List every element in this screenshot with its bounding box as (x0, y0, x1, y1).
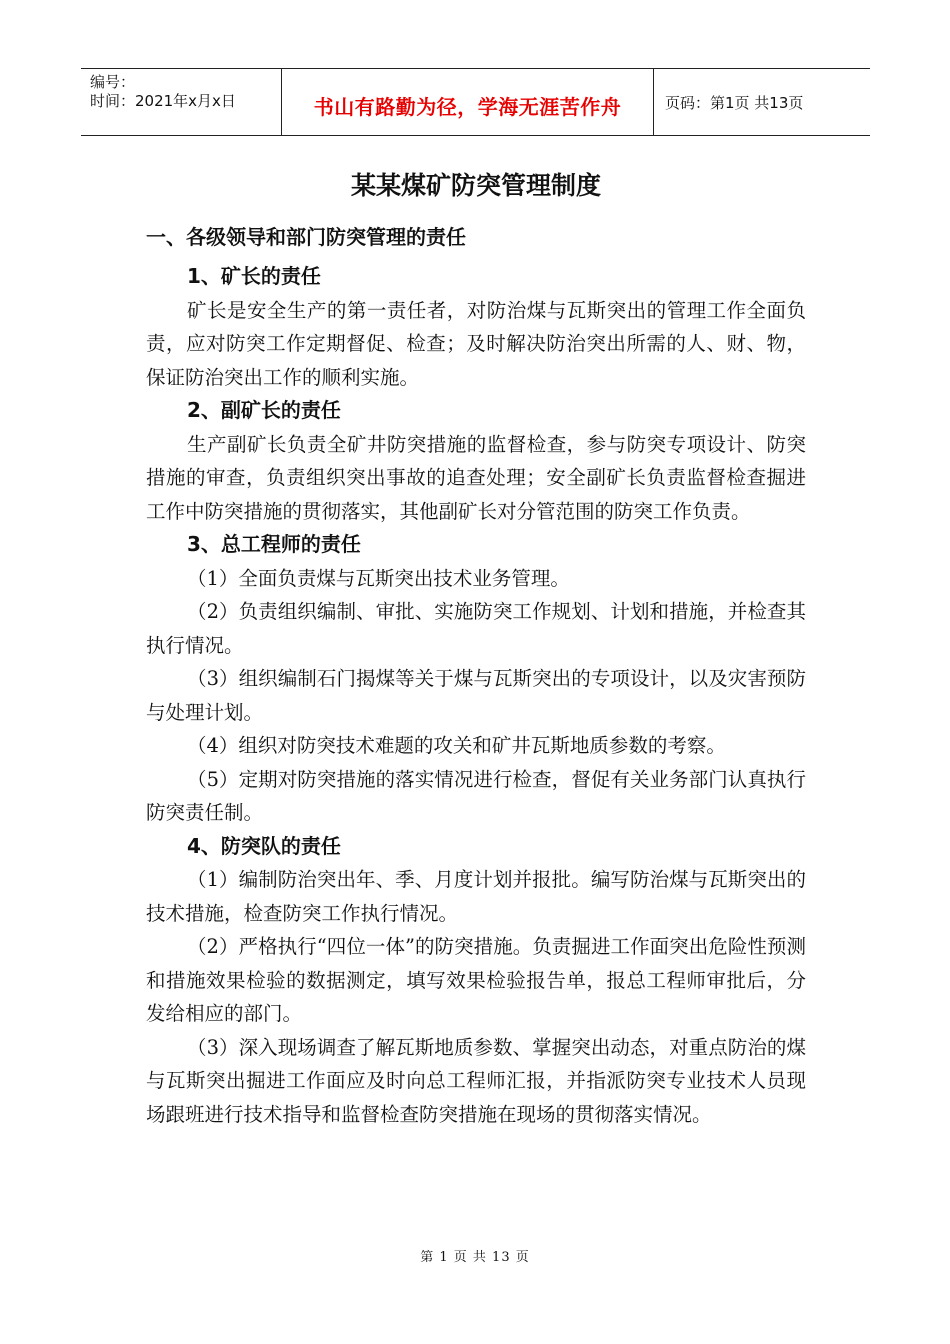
document-title: 某某煤矿防突管理制度 (350, 171, 601, 200)
subsection-mine-director (146, 260, 806, 394)
header-meta-cell (81, 69, 282, 135)
paragraph: （3）深入现场调查了解瓦斯地质参数、掌握突出动态，对重点防治的煤与瓦斯突出掘进工作面应及时向总工程师汇报，并指派防突专业技术人员现场跟班进行技术指导和监督检查防突措施在现场的贯彻落实情况。 (146, 1035, 806, 1126)
paragraph: （1）编制防治突出年、季、月度计划并报批。编写防治煤与瓦斯突出的技术措施，检查防突工作执行情况。 (146, 868, 806, 925)
paragraph: （1）全面负责煤与瓦斯突出技术业务管理。 (187, 566, 570, 590)
subsection-heading: 4、防突队的责任 (187, 833, 341, 858)
serial-number-label: 编号： (90, 73, 136, 91)
paragraph: （5）定期对防突措施的落实情况进行检查，督促有关业务部门认真执行防突责任制。 (146, 767, 806, 824)
section-heading: 一、各级领导和部门防突管理的责任 (146, 225, 466, 249)
paragraph: （2）负责组织编制、审批、实施防突工作规划、计划和措施，并检查其执行情况。 (146, 600, 806, 657)
paragraph: （4）组织对防突技术难题的攻关和矿井瓦斯地质参数的考察。 (187, 734, 726, 757)
date-label: 时间：2021年x月x日 (90, 92, 236, 110)
paragraph: （3）组织编制石门揭煤等关于煤与瓦斯突出的专项设计，以及灾害预防与处理计划。 (146, 667, 806, 724)
page-footer (0, 1246, 950, 1265)
paragraph: 生产副矿长负责全矿井防突措施的监督检查，参与防突专项设计、防突措施的审查，负责组织突出事故的追查处理；安全副矿长负责监督检查掘进工作中防突措施的贯彻落实，其他副矿长对分管范围的防突工作负责。 (146, 432, 806, 523)
header-motto-cell (282, 69, 654, 135)
subsection-deputy-director (146, 394, 806, 528)
header-page-cell (654, 69, 870, 135)
subsection-heading: 3、总工程师的责任 (187, 532, 361, 556)
page-header (81, 68, 870, 136)
paragraph: （2）严格执行“四位一体”的防突措施。负责掘进工作面突出危险性预测和措施效果检验的数据测定，填写效果检验报告单，报总工程师审批后，分发给相应的部门。 (146, 935, 806, 1025)
page-info: 页码：第1页 共13页 (665, 93, 804, 112)
footer-page-number: 第 1 页 共 13 页 (420, 1250, 530, 1265)
motto-text: 书山有路勤为径，学海无涯苦作舟 (313, 94, 622, 119)
document-body (146, 168, 806, 1131)
subsection-chief-engineer (146, 528, 806, 830)
subsection-outburst-team (146, 830, 806, 1132)
paragraph: 矿长是安全生产的第一责任者，对防治煤与瓦斯突出的管理工作全面负责，应对防突工作定期督促、检查；及时解决防治突出所需的人、财、物，保证防治突出工作的顺利实施。 (146, 298, 806, 389)
subsection-heading: 1、矿长的责任 (187, 264, 321, 288)
subsection-heading: 2、副矿长的责任 (187, 398, 341, 422)
